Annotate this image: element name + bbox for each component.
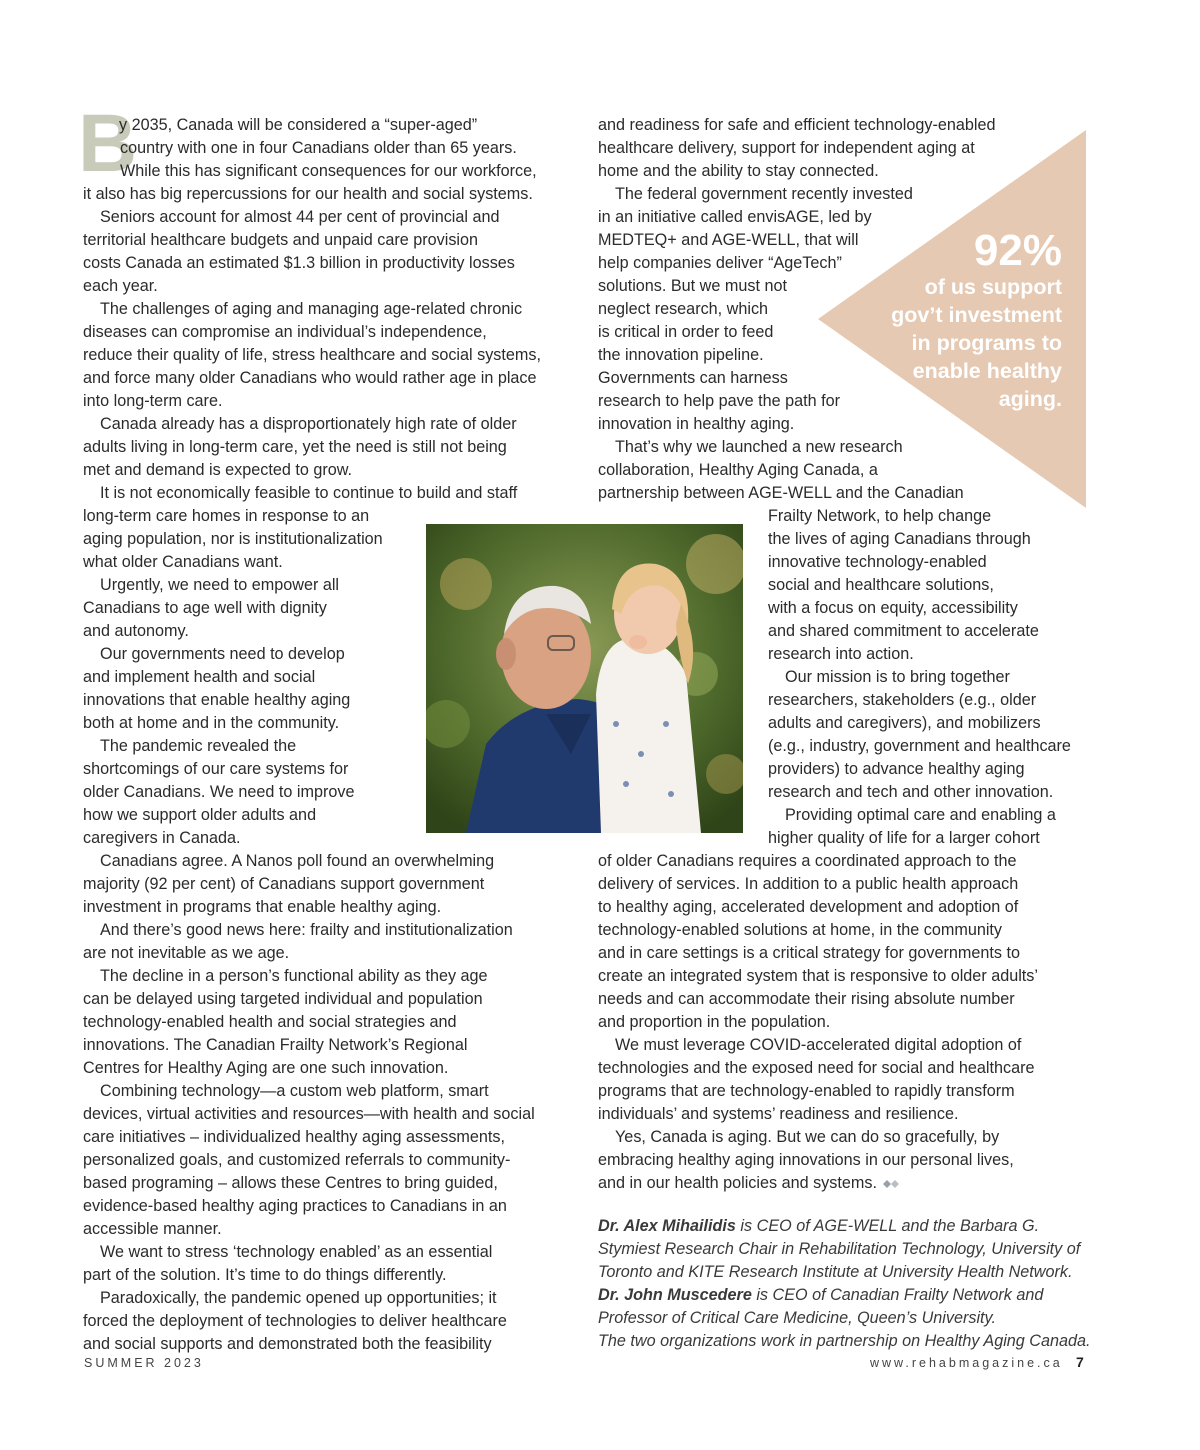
body-text-line: y 2035, Canada will be considered a “super-aged” bbox=[119, 116, 478, 134]
body-text-line: Our mission is to bring together bbox=[785, 668, 1010, 686]
body-text-line: delivery of services. In addition to a public health approach bbox=[598, 875, 1019, 893]
body-text-line: are not inevitable as we age. bbox=[83, 944, 290, 962]
body-text-line: Urgently, we need to empower all bbox=[100, 576, 340, 594]
body-text-line: it also has big repercussions for our health and social systems. bbox=[83, 185, 533, 203]
body-text-line: Frailty Network, to help change bbox=[768, 507, 992, 525]
body-text-line: help companies deliver “AgeTech” bbox=[598, 254, 842, 272]
body-text-line: embracing healthy aging innovations in our personal lives, bbox=[598, 1151, 1014, 1169]
body-text-line: met and demand is expected to grow. bbox=[83, 461, 353, 479]
body-text-line: Canada already has a disproportionately high rate of older bbox=[100, 415, 517, 433]
body-text-line: into long-term care. bbox=[83, 392, 223, 410]
body-text-line: to healthy aging, accelerated development and adoption of bbox=[598, 898, 1019, 916]
body-text-line: majority (92 per cent) of Canadians support government bbox=[83, 875, 485, 893]
body-text-line: social and healthcare solutions, bbox=[768, 576, 994, 594]
grandfather-holding-child-photo bbox=[426, 524, 743, 833]
body-text-line: technology-enabled health and social strategies and bbox=[83, 1013, 457, 1031]
body-text-line: adults and caregivers), and mobilizers bbox=[768, 714, 1041, 732]
body-text-line: care initiatives – individualized healthy aging assessments, bbox=[83, 1128, 506, 1146]
author1-name: Dr. Alex Mihailidis bbox=[598, 1217, 736, 1235]
body-text-line: and readiness for safe and efficient technology-enabled bbox=[598, 116, 996, 134]
body-text-line: Canadians agree. A Nanos poll found an overwhelming bbox=[100, 852, 495, 870]
body-text-line: adults living in long-term care, yet the need is still not being bbox=[83, 438, 507, 456]
body-text-line: healthcare delivery, support for independent aging at bbox=[598, 139, 975, 157]
body-text-line: can be delayed using targeted individual and population bbox=[83, 990, 483, 1008]
body-text-line: diseases can compromise an individual’s independence, bbox=[83, 323, 487, 341]
website-link[interactable]: www.rehabmagazine.ca bbox=[870, 1356, 1063, 1370]
body-text-line: collaboration, Healthy Aging Canada, a bbox=[598, 461, 878, 479]
body-text-line: part of the solution. It’s time to do things differently. bbox=[83, 1266, 447, 1284]
bio-author2 bbox=[598, 1284, 1043, 1307]
body-text-line: aging population, nor is institutionalization bbox=[83, 530, 383, 548]
body-text-line: (e.g., industry, government and healthcare bbox=[768, 737, 1071, 755]
body-text-line: based programing – allows these Centres to bring guided, bbox=[83, 1174, 498, 1192]
body-text-line: Governments can harness bbox=[598, 369, 788, 387]
body-text-line: the innovation pipeline. bbox=[598, 346, 764, 364]
body-text-line: country with one in four Canadians older than 65 years. bbox=[120, 139, 517, 157]
bio-line: Professor of Critical Care Medicine, Queen’s University. bbox=[598, 1309, 996, 1327]
body-text-line: caregivers in Canada. bbox=[83, 829, 241, 847]
body-text-line: evidence-based healthy aging practices to Canadians in an bbox=[83, 1197, 507, 1215]
bio-line: Stymiest Research Chair in Rehabilitation Technology, University of bbox=[598, 1240, 1081, 1258]
body-text-line: what older Canadians want. bbox=[83, 553, 283, 571]
body-text-line: MEDTEQ+ and AGE-WELL, that will bbox=[598, 231, 859, 249]
bio-line: Toronto and KITE Research Institute at University Health Network. bbox=[598, 1263, 1073, 1281]
issue-label: SUMMER 2023 bbox=[84, 1356, 204, 1370]
body-text-line: technologies and the exposed need for social and healthcare bbox=[598, 1059, 1035, 1077]
body-text-line: partnership between AGE-WELL and the Canadian bbox=[598, 484, 964, 502]
body-text-line: investment in programs that enable healthy aging. bbox=[83, 898, 442, 916]
page-number: 7 bbox=[1076, 1354, 1084, 1370]
body-text-line: the lives of aging Canadians through bbox=[768, 530, 1031, 548]
body-text-line: both at home and in the community. bbox=[83, 714, 340, 732]
body-text-line: researchers, stakeholders (e.g., older bbox=[768, 691, 1037, 709]
callout-line: enable healthy bbox=[912, 359, 1062, 383]
body-text-line: innovations. The Canadian Frailty Network’s Regional bbox=[83, 1036, 468, 1054]
body-text-line: Canadians to age well with dignity bbox=[83, 599, 327, 617]
body-text-line: The decline in a person’s functional ability as they age bbox=[100, 967, 488, 985]
body-text-line: We must leverage COVID-accelerated digital adoption of bbox=[615, 1036, 1022, 1054]
body-text-line: technology-enabled solutions at home, in the community bbox=[598, 921, 1003, 939]
body-text-line: Providing optimal care and enabling a bbox=[785, 806, 1056, 824]
body-text-line: While this has significant consequences for our workforce, bbox=[120, 162, 537, 180]
body-text-line: That’s why we launched a new research bbox=[615, 438, 903, 456]
callout-line: of us support bbox=[924, 275, 1062, 299]
body-text-line: and implement health and social bbox=[83, 668, 316, 686]
body-text-line: with a focus on equity, accessibility bbox=[768, 599, 1018, 617]
callout-stat: 92% bbox=[973, 226, 1062, 275]
callout-line: in programs to bbox=[911, 331, 1062, 355]
callout-line: gov’t investment bbox=[891, 303, 1062, 327]
body-text-line: providers) to advance healthy aging bbox=[768, 760, 1025, 778]
body-text-line: reduce their quality of life, stress healthcare and social systems, bbox=[83, 346, 541, 364]
body-text-line: The federal government recently invested bbox=[615, 185, 913, 203]
body-text-line: Combining technology—a custom web platform, smart bbox=[100, 1082, 489, 1100]
body-text-line: and shared commitment to accelerate bbox=[768, 622, 1039, 640]
body-text-line: how we support older adults and bbox=[83, 806, 317, 824]
bio-partnership: The two organizations work in partnership on Healthy Aging Canada. bbox=[598, 1332, 1091, 1350]
body-text-line: innovative technology-enabled bbox=[768, 553, 987, 571]
body-text-line: home and the ability to stay connected. bbox=[598, 162, 879, 180]
body-text-line: and proportion in the population. bbox=[598, 1013, 831, 1031]
body-text-line: and social supports and demonstrated both the feasibility bbox=[83, 1335, 492, 1353]
body-text-line: devices, virtual activities and resources—with health and social bbox=[83, 1105, 535, 1123]
body-text-line: We want to stress ‘technology enabled’ as an essential bbox=[100, 1243, 493, 1261]
body-text-line: and autonomy. bbox=[83, 622, 189, 640]
body-text-line: higher quality of life for a larger cohort bbox=[768, 829, 1040, 847]
body-text-line: research to help pave the path for bbox=[598, 392, 841, 410]
body-text-line: needs and can accommodate their rising absolute number bbox=[598, 990, 1015, 1008]
body-text-line: Paradoxically, the pandemic opened up opportunities; it bbox=[100, 1289, 497, 1307]
drop-cap: B bbox=[78, 98, 138, 189]
body-text-line: personalized goals, and customized referrals to community- bbox=[83, 1151, 511, 1169]
body-text-line: The pandemic revealed the bbox=[100, 737, 297, 755]
body-text-line: innovations that enable healthy aging bbox=[83, 691, 351, 709]
body-text-line: older Canadians. We need to improve bbox=[83, 783, 355, 801]
bio-author1 bbox=[598, 1215, 1039, 1238]
body-text-line: each year. bbox=[83, 277, 158, 295]
body-text-line: shortcomings of our care systems for bbox=[83, 760, 349, 778]
body-text-line: research and tech and other innovation. bbox=[768, 783, 1054, 801]
end-mark-icon bbox=[881, 1178, 903, 1190]
body-text-line: long-term care homes in response to an bbox=[83, 507, 370, 525]
body-text-line: Yes, Canada is aging. But we can do so gracefully, by bbox=[615, 1128, 1000, 1146]
body-text-line: and in our health policies and systems. bbox=[598, 1172, 903, 1195]
author2-bio: is CEO of Canadian Frailty Network and bbox=[751, 1286, 1044, 1304]
body-text-line: neglect research, which bbox=[598, 300, 769, 318]
body-text-line: forced the deployment of technologies to deliver healthcare bbox=[83, 1312, 507, 1330]
body-text-line: innovation in healthy aging. bbox=[598, 415, 795, 433]
body-text-line: and force many older Canadians who would rather age in place bbox=[83, 369, 537, 387]
body-text-line: create an integrated system that is responsive to older adults’ bbox=[598, 967, 1038, 985]
body-text-line: in an initiative called envisAGE, led by bbox=[598, 208, 872, 226]
author2-name: Dr. John Muscedere bbox=[598, 1286, 752, 1304]
body-text-line: programs that are technology-enabled to rapidly transform bbox=[598, 1082, 1015, 1100]
body-text-line: And there’s good news here: frailty and institutionalization bbox=[100, 921, 513, 939]
body-text-line: Centres for Healthy Aging are one such innovation. bbox=[83, 1059, 449, 1077]
body-text-line: territorial healthcare budgets and unpaid care provision bbox=[83, 231, 479, 249]
body-text-line: individuals’ and systems’ readiness and resilience. bbox=[598, 1105, 959, 1123]
body-text-line: of older Canadians requires a coordinated approach to the bbox=[598, 852, 1017, 870]
body-text-line: The challenges of aging and managing age-related chronic bbox=[100, 300, 523, 318]
body-text-line: accessible manner. bbox=[83, 1220, 222, 1238]
body-text-line: research into action. bbox=[768, 645, 914, 663]
body-text-line: solutions. But we must not bbox=[598, 277, 787, 295]
body-text-line: and in care settings is a critical strategy for governments to bbox=[598, 944, 1020, 962]
author1-bio: is CEO of AGE-WELL and the Barbara G. bbox=[735, 1217, 1040, 1235]
body-text-line: Our governments need to develop bbox=[100, 645, 345, 663]
body-text-line: It is not economically feasible to continue to build and staff bbox=[100, 484, 518, 502]
body-text-line: is critical in order to feed bbox=[598, 323, 774, 341]
body-text-line: costs Canada an estimated $1.3 billion in productivity losses bbox=[83, 254, 515, 272]
body-text-line: Seniors account for almost 44 per cent of provincial and bbox=[100, 208, 500, 226]
callout-line: aging. bbox=[998, 387, 1062, 411]
